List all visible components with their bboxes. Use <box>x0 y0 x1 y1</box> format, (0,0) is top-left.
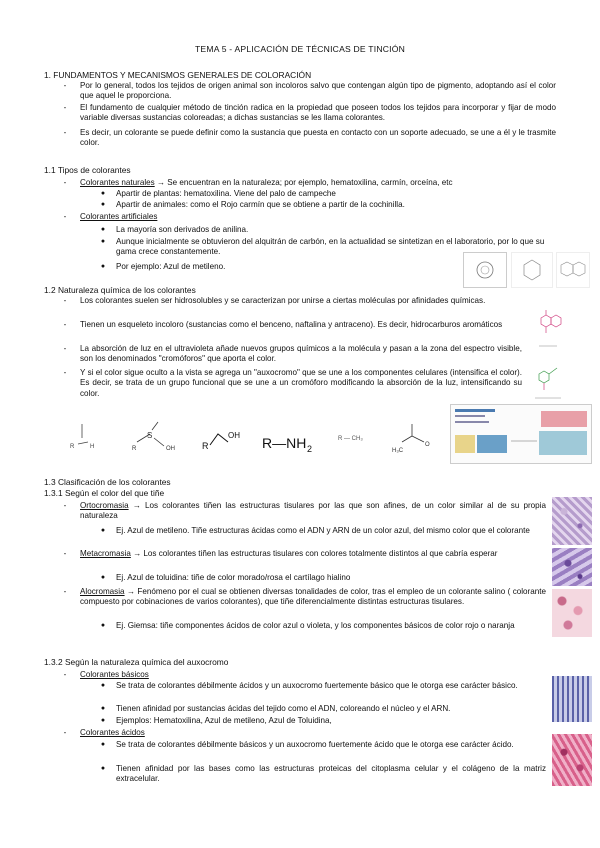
bullet-marker: ● <box>100 717 106 724</box>
artificiales-label: Colorantes artificiales <box>80 212 158 221</box>
section-1-2-heading: 1.2 Naturaleza química de los colorantes <box>44 285 196 295</box>
naturales-item-2: Apartir de animales: como el Rojo carmín que se obtiene a partir de la cochinilla. <box>116 200 405 209</box>
structure-image <box>463 252 507 288</box>
histology-image-basicos <box>552 676 592 722</box>
ortocromasia-label: Ortocromasia <box>80 501 129 510</box>
molecule-image <box>531 360 565 404</box>
svg-text:R: R <box>70 444 75 450</box>
section-1-item-3: Es decir, un colorante se puede definir como la sustancia que puesta en contacto con un soporte adecuado, se une a él y le trasmite color. <box>80 128 556 148</box>
naturaleza-item-1: Los colorantes suelen ser hidrosolubles y se caracterizan por unirse a ciertas moléculas por afinidades químicas. <box>80 296 486 305</box>
naturaleza-item-4: Y si el color sigue oculto a la vista se agrega un "auxocromo" que se une a los componentes celulares (intensifica el color). Es decir, se trata de un grupo funcional que se une a un cromóforo modificando la absorción de la luz, intensificando su color. <box>80 368 522 398</box>
bullet-marker: ● <box>100 263 106 270</box>
section-1-item-1: Por lo general, todos los tejidos de origen animal son incoloros salvo que contengan algún tipo de pigmento, adoptando así el color que aquel le proporciona. <box>80 81 556 101</box>
bullet-marker: ● <box>100 765 106 772</box>
naturales-label: Colorantes naturales <box>80 178 155 187</box>
formula-small-label: R — CH₃ <box>338 436 363 442</box>
metacromasia-label: Metacromasia <box>80 549 131 558</box>
bullet-marker: ● <box>100 741 106 748</box>
acidos-item-1: Se trata de colorantes débilmente básicos y un auxocromo fuertemente ácido que le otorga ese carácter ácido. <box>116 740 514 749</box>
basicos-item-1: Se trata de colorantes débilmente ácidos y un auxocromo fuertemente básico que le otorga ese carácter básico. <box>116 681 518 690</box>
alocromasia-example: Ej. Giemsa: tiñe componentes ácidos de color azul o violeta, y los componentes básicos de color rojo o naranja <box>116 621 515 630</box>
bullet-marker: ● <box>100 201 106 208</box>
dash-marker: - <box>63 320 67 329</box>
anthraquinone-structure-icon <box>533 300 563 356</box>
alocromasia-label: Alocromasia <box>80 587 125 596</box>
histology-image-ortocromasia <box>552 497 592 545</box>
metacromasia-text: → Los colorantes tiñen las estructuras tisulares con colores totalmente distintos al que cabría esperar <box>130 549 498 558</box>
structure-image <box>511 252 553 288</box>
dash-marker: - <box>63 212 67 221</box>
histology-image-acidos <box>552 734 592 786</box>
alocromasia-text: → Fenómeno por el cual se obtienen diversas tonalidades de color, tras el empleo de un colorante salino ( colorante compuesto por cobinaciones de varios colorantes), que tiñe diferencialmente distintas estructuras tisulares. <box>80 587 546 607</box>
dash-marker: - <box>63 103 67 112</box>
dash-marker: - <box>63 501 67 510</box>
svg-text:H₃C: H₃C <box>392 448 404 454</box>
page-title: TEMA 5 - APLICACIÓN DE TÉCNICAS DE TINCIÓN <box>194 44 406 54</box>
dash-marker: - <box>63 728 67 737</box>
ring-structure-icon <box>464 253 506 287</box>
dash-marker: - <box>63 344 67 353</box>
artificiales-item-1: La mayoría son derivados de anilina. <box>116 225 249 234</box>
ortocromasia-example: Ej. Azul de metileno. Tiñe estructuras ácidas como el ADN y ARN de un color azul, del mismo color que el colorante <box>116 526 530 535</box>
dash-marker: - <box>63 549 67 558</box>
bullet-marker: ● <box>100 705 106 712</box>
chromophore-diagram-icon <box>451 405 591 463</box>
section-1-heading: 1. FUNDAMENTOS Y MECANISMOS GENERALES DE COLORACIÓN <box>44 70 312 80</box>
naturales-text: → Se encuentran en la naturaleza; por ejemplo, hematoxilina, carmín, orceína, etc <box>154 178 453 187</box>
bullet-marker: ● <box>100 238 106 245</box>
ortocromasia-line <box>80 501 546 522</box>
svg-text:OH: OH <box>166 446 175 452</box>
formula-amine-subscript: 2 <box>307 444 313 454</box>
dash-marker: - <box>63 128 67 137</box>
basicos-item-2: Tienen afinidad por sustancias ácidas del tejido como el ADN, coloreando el núcleo y el ARN. <box>116 704 451 713</box>
hexagon-structure-icon <box>512 253 552 287</box>
histology-image-metacromasia <box>552 548 592 586</box>
sulfonic-acid-structure-icon <box>132 422 175 452</box>
carboxyl-structure-icon <box>392 424 430 454</box>
molecule-image <box>533 300 563 356</box>
structure-image <box>556 252 590 288</box>
formula-amine-label: R—NH <box>262 435 307 451</box>
formula-oh-label: OH <box>228 431 240 440</box>
double-ring-structure-icon <box>557 253 589 287</box>
chromophore-chart-image <box>450 404 592 464</box>
chromophore-structure-icon <box>531 360 565 404</box>
naturaleza-item-2: Tienen un esqueleto incoloro (sustancias como el benceno, naftalina y antraceno). Es decir, hidrocarburos aromáticos <box>80 320 503 329</box>
histology-image-alocromasia <box>552 589 592 637</box>
dash-marker: - <box>63 178 67 187</box>
section-1-3-2-heading: 1.3.2 Según la naturaleza química del auxocromo <box>44 657 229 667</box>
bullet-marker: ● <box>100 190 106 197</box>
naturales-item-1: Apartir de plantas: hematoxilina. Viene del palo de campeche <box>116 189 336 198</box>
section-1-item-2: El fundamento de cualquier método de tinción radica en la propiedad que poseen todos los tejidos para incorporar y fijar de modo variable diversas sustancias coloreadas; a dichas sustancias se les llama colorantes. <box>80 103 556 123</box>
ortocromasia-text: → Los colorantes tiñen las estructuras tisulares por las que son afines, de un color similar al de su propia naturaleza <box>80 501 546 521</box>
artificiales-item-3: Por ejemplo: Azul de metileno. <box>116 262 226 271</box>
svg-text:R: R <box>132 446 137 452</box>
basicos-label: Colorantes básicos <box>80 670 149 679</box>
naturales-line <box>80 178 560 188</box>
bullet-marker: ● <box>100 682 106 689</box>
dash-marker: - <box>63 368 67 377</box>
metacromasia-example: Ej. Azul de toluidina: tiñe de color morado/rosa el cartílago hialino <box>116 573 351 582</box>
alocromasia-line <box>80 587 546 608</box>
bullet-marker: ● <box>100 226 106 233</box>
svg-text:S: S <box>147 431 153 440</box>
section-1-1-heading: 1.1 Tipos de colorantes <box>44 165 131 175</box>
section-1-3-heading: 1.3 Clasificación de los colorantes <box>44 477 171 487</box>
artificiales-item-2: Aunque inicialmente se obtuvieron del alquitrán de carbón, en la actualidad se sintetizan en el laboratorio, por lo que su gama crece constantemente. <box>116 237 545 257</box>
bullet-marker: ● <box>100 527 106 534</box>
hydroxyl-structure-icon <box>202 431 240 451</box>
bullet-marker: ● <box>100 622 106 629</box>
basicos-item-3: Ejemplos: Hematoxilina, Azul de metileno, Azul de Toluidina, <box>116 716 332 725</box>
naturaleza-item-3: La absorción de luz en el ultravioleta añade nuevos grupos químicos a la molécula y pasan a la zona del espectro visible, son los denominados "cromóforos" que aporta el color. <box>80 344 522 364</box>
dash-marker: - <box>63 670 67 679</box>
svg-text:O: O <box>425 442 430 448</box>
amine-structure-icon <box>262 435 312 454</box>
dash-marker: - <box>63 296 67 305</box>
acidos-label: Colorantes ácidos <box>80 728 145 737</box>
section-1-3-1-heading: 1.3.1 Según el color del que tiñe <box>44 488 165 498</box>
aldehyde-structure-icon <box>70 424 94 450</box>
formula-r-label: R <box>202 441 209 451</box>
dash-marker: - <box>63 587 67 596</box>
bullet-marker: ● <box>100 574 106 581</box>
svg-text:H: H <box>90 444 95 450</box>
methyl-structure-icon <box>338 436 363 442</box>
dash-marker: - <box>63 81 67 90</box>
metacromasia-line <box>80 549 546 559</box>
acidos-item-2: Tienen afinidad por las bases como las estructuras proteicas del citoplasma celular y el colágeno de la matriz extracelular. <box>116 764 546 784</box>
